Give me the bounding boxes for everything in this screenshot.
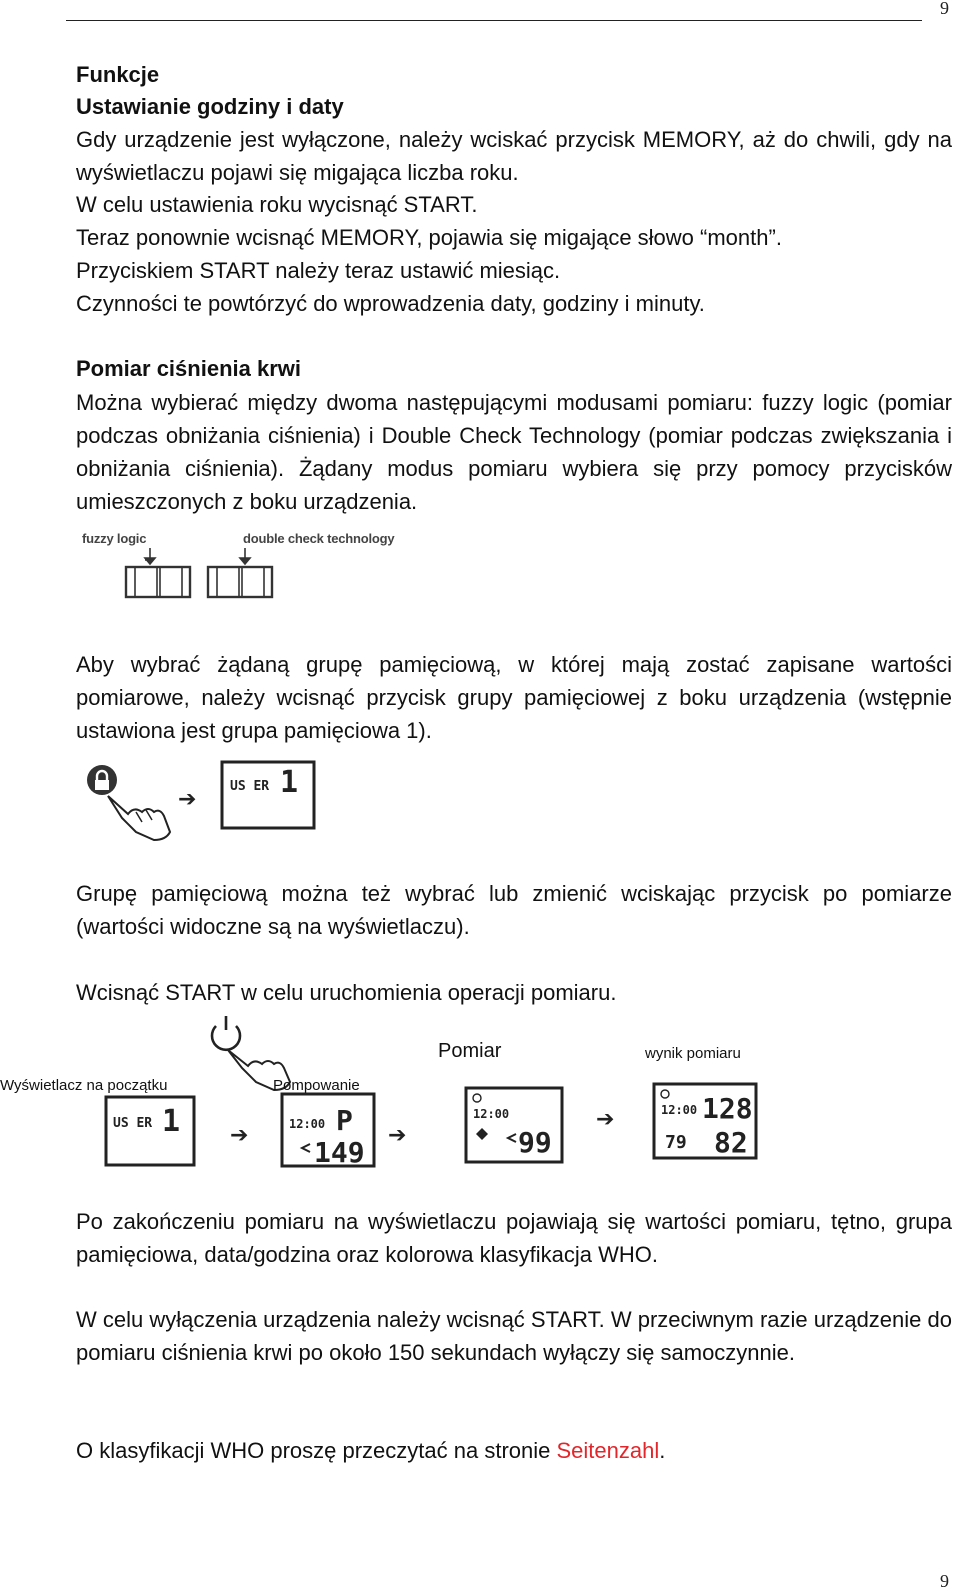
lcd-group-number: 1 bbox=[280, 765, 299, 800]
paragraph-after-measurement: Po zakończeniu pomiaru na wyświetlaczu pojawiają się wartości pomiaru, tętno, grupa pamięciowa, data/godzina oraz kolorowa klasyfikacja WHO. bbox=[76, 1209, 952, 1267]
lcd-start-display bbox=[104, 1095, 196, 1167]
paragraph-change-group: Grupę pamięciową można też wybrać lub zmienić wciskając przycisk po pomiarze (wartości widoczne są na wyświetlaczu). bbox=[76, 881, 952, 939]
lcd1-user: US ER bbox=[113, 1116, 153, 1131]
lcd-user-text: US ER bbox=[230, 779, 270, 794]
page-number-top: 9 bbox=[940, 0, 949, 18]
paragraph-who bbox=[76, 1434, 952, 1467]
paragraph-line: W celu ustawienia roku wycisnąć START. bbox=[76, 192, 478, 217]
start-button-hand bbox=[206, 1010, 296, 1084]
subsection-title-blood-pressure: Pomiar ciśnienia krwi bbox=[76, 356, 301, 381]
lcd2-time: 12:00 bbox=[289, 1117, 326, 1131]
paragraph-line: Przyciskiem START należy teraz ustawić miesiąc. bbox=[76, 258, 561, 283]
label-pumping: Pompowanie bbox=[273, 1077, 360, 1094]
who-suffix: . bbox=[659, 1438, 666, 1463]
fuzzy-logic-label: fuzzy logic bbox=[82, 531, 147, 546]
paragraph-line: Teraz ponownie wcisnąć MEMORY, pojawia się migające słowo “month”. bbox=[76, 225, 782, 250]
section-title: Funkcje bbox=[76, 62, 160, 87]
double-check-label: double check technology bbox=[243, 531, 395, 546]
who-text: O klasyfikacji WHO proszę przeczytać na stronie bbox=[76, 1438, 557, 1463]
paragraph-start: Wcisnąć START w celu uruchomienia operacji pomiaru. bbox=[76, 980, 617, 1005]
header-rule bbox=[66, 20, 922, 21]
label-result: wynik pomiaru bbox=[645, 1045, 741, 1062]
lcd4-diastolic: 82 bbox=[714, 1126, 748, 1159]
lcd4-systolic: 128 bbox=[702, 1092, 753, 1125]
lcd4-time: 12:00 bbox=[661, 1103, 698, 1117]
paragraph-measure-modes: Można wybierać między dwoma następującymi modusami pomiaru: fuzzy logic (pomiar podczas obniżania ciśnienia) i Double Check Technology (pomiar podczas zwiększania i obniżania ciśnienia). Żądany modus pomiaru wybiera się przy pomocy przycisków umieszczonych z boku urządzenia. bbox=[76, 390, 952, 514]
lcd1-group: 1 bbox=[162, 1104, 181, 1139]
page-number-bottom: 9 bbox=[940, 1571, 949, 1591]
subsection-title-time-date: Ustawianie godziny i daty bbox=[76, 94, 344, 119]
memory-button-hand bbox=[84, 762, 184, 834]
lcd4-pulse: 79 bbox=[665, 1132, 687, 1153]
arrow-right-icon: ➔ bbox=[178, 786, 197, 811]
lcd-result bbox=[652, 1082, 758, 1160]
label-measure: Pomiar bbox=[438, 1040, 502, 1062]
who-page-link[interactable]: Seitenzahl bbox=[556, 1438, 660, 1463]
label-start-display: Wyświetlacz na początku bbox=[0, 1077, 168, 1094]
arrow-right-icon: ➔ bbox=[388, 1122, 407, 1147]
lcd-pumping bbox=[280, 1092, 376, 1168]
paragraph-switch-off: W celu wyłączenia urządzenia należy wcisnąć START. W przeciwnym razie urządzenie do pomiaru ciśnienia krwi po około 150 sekundach wyłączy się samoczynnie. bbox=[76, 1307, 952, 1365]
paragraph-line: Czynności te powtórzyć do wprowadzenia daty, godziny i minuty. bbox=[76, 291, 705, 316]
lcd2-letter: P bbox=[336, 1104, 353, 1137]
mode-switch-diagram bbox=[80, 540, 420, 610]
arrow-right-icon: ➔ bbox=[230, 1122, 249, 1147]
lcd3-time: 12:00 bbox=[473, 1107, 510, 1121]
lcd-user-group bbox=[220, 760, 316, 830]
lcd2-value: 149 bbox=[314, 1136, 365, 1169]
lcd3-value: 99 bbox=[518, 1126, 552, 1159]
paragraph-line: Gdy urządzenie jest wyłączone, należy wciskać przycisk MEMORY, aż do chwili, gdy na wyświetlaczu pojawi się migająca liczba roku. bbox=[76, 127, 952, 185]
paragraph-memory-group: Aby wybrać żądaną grupę pamięciową, w której mają zostać zapisane wartości pomiarowe, należy wcisnąć przycisk grupy pamięciowej z boku urządzenia (wstępnie ustawiona jest grupa pamięciowa 1). bbox=[76, 652, 952, 743]
arrow-right-icon: ➔ bbox=[596, 1106, 615, 1131]
lcd-measuring bbox=[464, 1086, 564, 1164]
